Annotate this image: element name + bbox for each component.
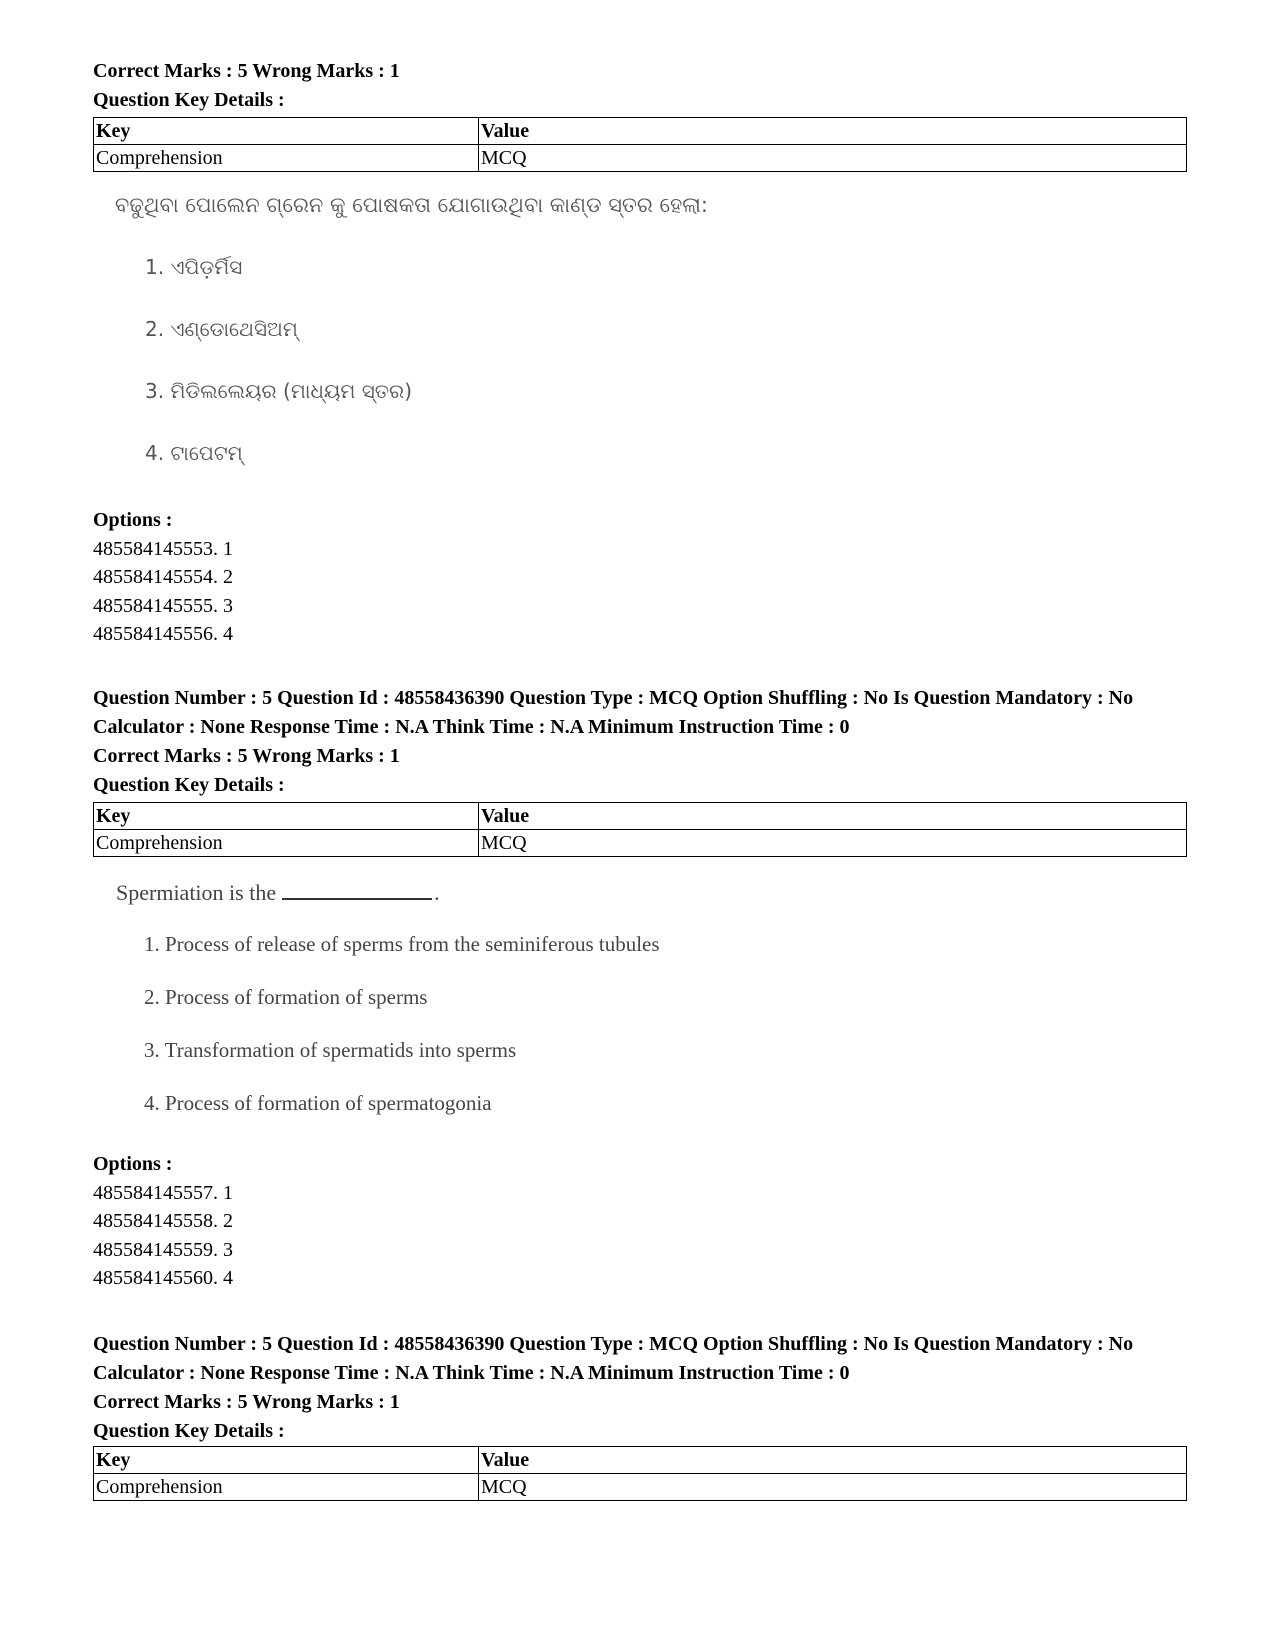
option-item: 485584145559. 3 bbox=[93, 1238, 233, 1261]
table-row bbox=[94, 1474, 1187, 1501]
q5-options bbox=[93, 1150, 1187, 1293]
key-details-label: Question Key Details : bbox=[93, 89, 285, 111]
marks-line: Correct Marks : 5 Wrong Marks : 1 bbox=[93, 745, 400, 767]
table-cell-value: MCQ bbox=[479, 145, 1187, 172]
table-cell-key: Comprehension bbox=[94, 830, 479, 857]
question-stem: ବଢୁଥିବା ପୋଲେନ ଗ୍ରେନ କୁ ପୋଷକତା ଯୋଗାଉଥିବା କାଣ୍ଡ ସ୍ତର ହେଲା: bbox=[115, 193, 708, 217]
table-header-value: Value bbox=[479, 803, 1187, 830]
marks-line: Correct Marks : 5 Wrong Marks : 1 bbox=[93, 60, 400, 82]
top-options bbox=[93, 506, 1187, 649]
table-header-key: Key bbox=[94, 1447, 479, 1474]
option-item: 485584145553. 1 bbox=[93, 537, 233, 560]
question-header-line1: Question Number : 5 Question Id : 48558436390 Question Type : MCQ Option Shuffling : No Is Question Mandatory : No bbox=[93, 1333, 1134, 1355]
top-key-table bbox=[93, 117, 1187, 172]
question-choice: 1. ଏପିଡ଼ର୍ମିସ bbox=[145, 255, 243, 279]
key-details-label: Question Key Details : bbox=[93, 1420, 285, 1442]
option-item: 485584145558. 2 bbox=[93, 1210, 233, 1232]
option-item: 485584145556. 4 bbox=[93, 623, 233, 645]
question-choice: 2. Process of formation of sperms bbox=[144, 985, 428, 1009]
question-header-line2: Calculator : None Response Time : N.A Think Time : N.A Minimum Instruction Time : 0 bbox=[93, 716, 850, 738]
option-item: 485584145555. 3 bbox=[93, 594, 233, 617]
options-label: Options : bbox=[93, 509, 173, 531]
options-label: Options : bbox=[93, 1153, 173, 1175]
question-choice: 2. ଏଣ୍ଡୋଥେସିଅମ୍ bbox=[145, 317, 298, 341]
table-cell-value: MCQ bbox=[479, 830, 1187, 857]
fill-blank-line bbox=[282, 898, 432, 900]
table-header-key: Key bbox=[94, 803, 479, 830]
table-cell-key: Comprehension bbox=[94, 145, 479, 172]
question-choice: 4. ଟାପେଟମ୍ bbox=[145, 441, 243, 465]
option-item: 485584145554. 2 bbox=[93, 566, 233, 588]
q5-key-table bbox=[93, 802, 1187, 857]
table-row bbox=[94, 830, 1187, 857]
table-cell-value: MCQ bbox=[479, 1474, 1187, 1501]
question-stem: Spermiation is the . bbox=[116, 880, 440, 905]
q5b-key-table bbox=[93, 1446, 1187, 1501]
question-header-line2: Calculator : None Response Time : N.A Think Time : N.A Minimum Instruction Time : 0 bbox=[93, 1362, 850, 1384]
table-header-row bbox=[94, 1447, 1187, 1474]
question-choice: 1. Process of release of sperms from the seminiferous tubules bbox=[144, 932, 660, 956]
question-image-english bbox=[116, 880, 1016, 1130]
question-stem-text: Spermiation is the bbox=[116, 880, 277, 905]
table-header-value: Value bbox=[479, 118, 1187, 145]
table-header-row bbox=[94, 803, 1187, 830]
option-item: 485584145560. 4 bbox=[93, 1267, 233, 1289]
table-header-key: Key bbox=[94, 118, 479, 145]
table-header-value: Value bbox=[479, 1447, 1187, 1474]
option-item: 485584145557. 1 bbox=[93, 1181, 233, 1204]
table-header-row bbox=[94, 118, 1187, 145]
marks-line: Correct Marks : 5 Wrong Marks : 1 bbox=[93, 1391, 400, 1413]
question-header-line1: Question Number : 5 Question Id : 48558436390 Question Type : MCQ Option Shuffling : No Is Question Mandatory : No bbox=[93, 687, 1134, 709]
question-image-odia bbox=[115, 193, 1015, 493]
key-details-label: Question Key Details : bbox=[93, 774, 285, 796]
table-row bbox=[94, 145, 1187, 172]
top-question-meta bbox=[93, 57, 1187, 115]
table-cell-key: Comprehension bbox=[94, 1474, 479, 1501]
q5b-header bbox=[93, 1330, 1187, 1446]
question-choice: 4. Process of formation of spermatogonia bbox=[144, 1091, 492, 1115]
q5-header bbox=[93, 684, 1187, 800]
question-choice: 3. Transformation of spermatids into sperms bbox=[144, 1038, 517, 1062]
question-choice: 3. ମିଡିଲଲେୟର (ମାଧ୍ୟମ ସ୍ତର) bbox=[145, 379, 412, 403]
